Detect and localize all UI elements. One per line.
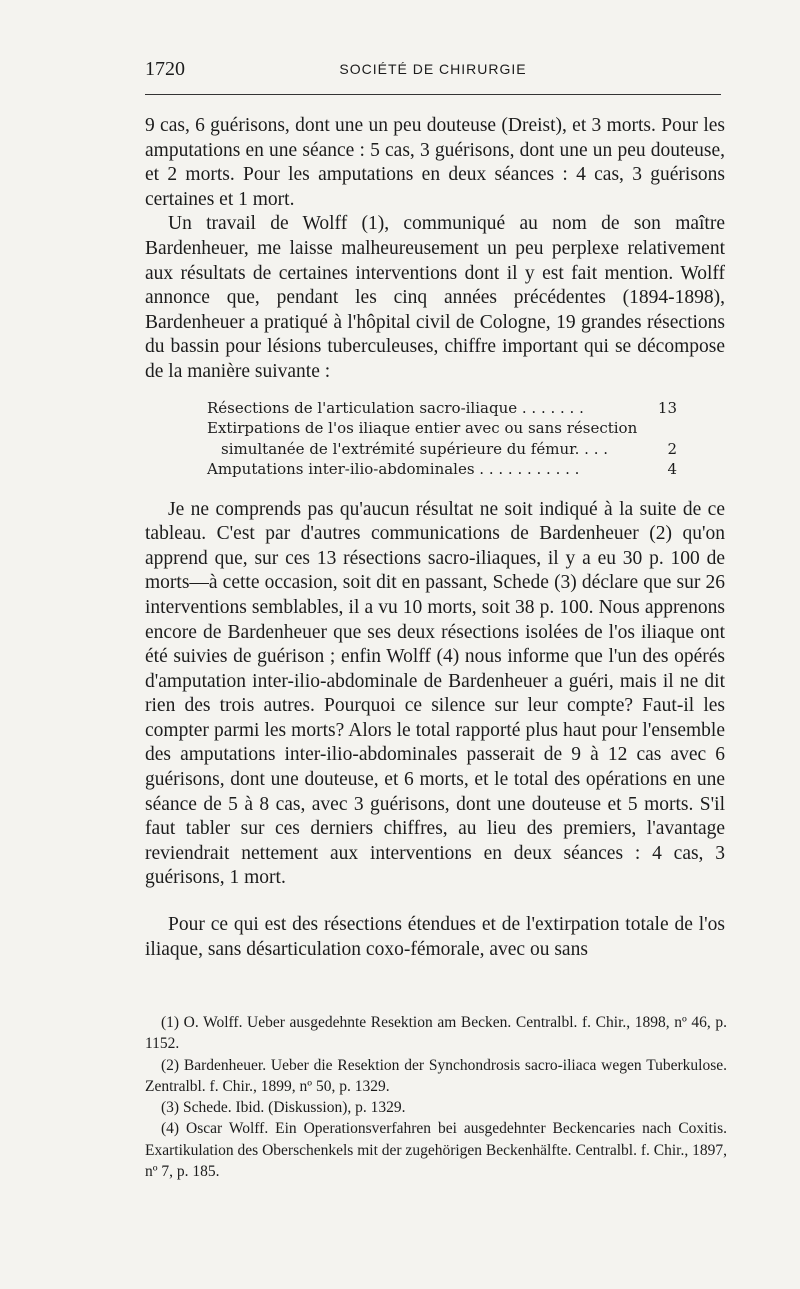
table-row-label: Extirpations de l'os iliaque entier avec ou sans résection — [207, 419, 638, 438]
paragraph: Je ne comprends pas qu'aucun résultat ne soit indiqué à la suite de ce tableau. C'est par d'autres communications de Bardenheuer (2) qu'on apprend que, sur ces 13 résections sacro-iliaques, il y a eu 30 p. 100 de morts—à cette occasion, soit dit en passant, Schede (3) déclare que sur 26 interventions semblables, il a vu 10 morts, soit 38 p. 100. Nous apprenons encore de Bardenheuer que ses deux résections isolées de l'os iliaque ont été suivies de guérison ; enfin Wolff (4) nous informe que l'un des opérés d'amputation inter-ilio-abdominale de Bardenheuer a guéri, mais il ne dit rien des trois autres. Pourquoi ce silence sur leur compte? Faut-il les compter parmi les morts? Alors le total rapporté plus haut pour l'ensemble des amputations inter-ilio-abdominales passerait de 9 à 12 cas avec 6 guérisons, dont une douteuse, et 6 morts, et le total des opérations en une séance de 5 à 8 cas, avec 3 guérisons, dont une douteuse et 5 morts. S'il faut tabler sur ces derniers chiffres, au lieu des premiers, l'avantage reviendrait nettement aux interventions en deux séances : 4 cas, 3 guérisons, 1 mort. — [145, 498, 725, 889]
footnote: (4) Oscar Wolff. Ein Operationsverfahren bei ausgedehnter Beckencaries nach Coxitis. Exartikulation des Oberschenkels mit der zugehörigen Beckenhälfte. Centralbl. f. Chir., 1897, nº 7, p. 185. — [145, 1120, 727, 1181]
footnote: (1) O. Wolff. Ueber ausgedehnte Resektion am Becken. Centralbl. f. Chir., 1898, nº 46, p. 1152. — [145, 1014, 727, 1053]
table-row-label: Amputations inter-ilio-abdominales . . . . . . . . . . . — [207, 460, 580, 479]
table-row — [207, 439, 677, 460]
table-row-value: 13 — [657, 398, 677, 417]
page-header — [145, 58, 721, 84]
table-row-value: 4 — [667, 460, 677, 479]
table-row-label: Résections de l'articulation sacro-iliaque . . . . . . . — [207, 398, 584, 417]
body-text — [145, 114, 725, 962]
header-rule — [145, 94, 721, 95]
table-row — [207, 398, 677, 419]
paragraph: 9 cas, 6 guérisons, dont une un peu douteuse (Dreist), et 3 morts. Pour les amputations en une séance : 5 cas, 3 guérisons, dont une un peu douteuse, et 2 morts. Pour les amputations en deux séances : 4 cas, 3 guérisons certaines et 1 mort. — [145, 115, 725, 210]
resection-table — [207, 398, 677, 480]
paragraph: Pour ce qui est des résections étendues et de l'extirpation totale de l'os iliaque, sans désarticulation coxo-fémorale, avec ou sans — [145, 914, 725, 960]
footnote: (2) Bardenheuer. Ueber die Resektion der Synchondrosis sacro-iliaca wegen Tuberkulose. Zentralbl. f. Chir., 1899, nº 50, p. 1329. — [145, 1056, 727, 1095]
footnote: (3) Schede. Ibid. (Diskussion), p. 1329. — [161, 1099, 406, 1117]
table-row — [207, 459, 677, 480]
table-row-label: simultanée de l'extrémité supérieure du fémur. . . . — [221, 439, 609, 458]
table-row-value: 2 — [667, 439, 677, 458]
paragraph: Un travail de Wolff (1), communiqué au nom de son maître Bardenheuer, me laisse malheureusement un peu perplexe relativement aux résultats de certaines interventions dont il y est fait mention. Wolff annonce que, pendant les cinq années précédentes (1894-1898), Bardenheuer a pratiqué à l'hôpital civil de Cologne, 19 grandes résections du bassin pour lésions tuberculeuses, chiffre important qui se décompose de la manière suivante : — [145, 213, 725, 382]
table-row — [207, 418, 677, 439]
page-number: 1720 — [145, 58, 185, 80]
running-title: SOCIÉTÉ DE CHIRURGIE — [339, 61, 527, 77]
footnotes — [145, 1012, 727, 1182]
